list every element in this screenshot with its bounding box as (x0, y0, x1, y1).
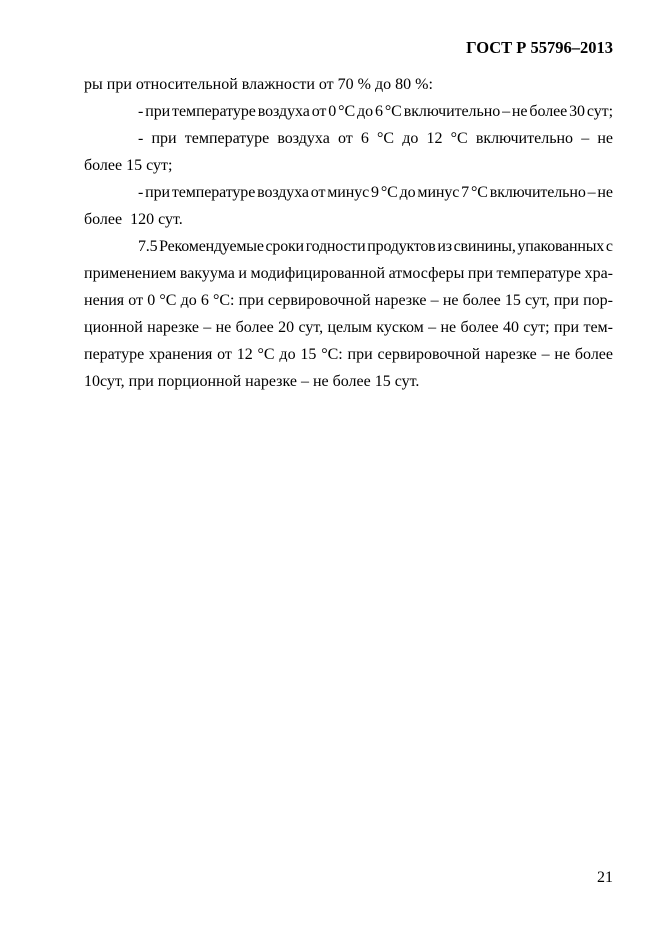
text-line: ры при относительной влажности от 70 % до 80 %: (84, 76, 433, 93)
text-line: применением вакуума и модифицированной атмосферы при температуре хра- (84, 265, 614, 282)
list-item: - при температуре воздуха от минус 9 °С до минус 7 °С включительно – не (138, 184, 613, 201)
text-line: нения от 0 °С до 6 °С: при сервировочной нарезке – не более 15 сут, при пор- (84, 292, 613, 309)
paragraph-7-5: 7.5 Рекомендуемые сроки годности продуктов из свинины, упакованных с (138, 238, 613, 255)
text-line: более 120 сут. (84, 211, 183, 228)
text-line: пературе хранения от 12 °С до 15 °С: при сервировочной нарезке – не более (84, 346, 613, 363)
text-line: ционной нарезке – не более 20 сут, целым куском – не более 40 сут; при тем- (84, 319, 613, 336)
list-item: - при температуре воздуха от 6 °С до 12 °С включительно – не (138, 130, 613, 147)
page-number: 21 (597, 869, 613, 886)
list-item: - при температуре воздуха от 0 °С до 6 °С включительно – не более 30 сут; (138, 103, 613, 120)
text-line: 10сут, при порционной нарезке – не более 15 сут. (84, 373, 420, 390)
text-line: более 15 сут; (84, 157, 173, 174)
document-header: ГОСТ Р 55796–2013 (466, 38, 613, 57)
